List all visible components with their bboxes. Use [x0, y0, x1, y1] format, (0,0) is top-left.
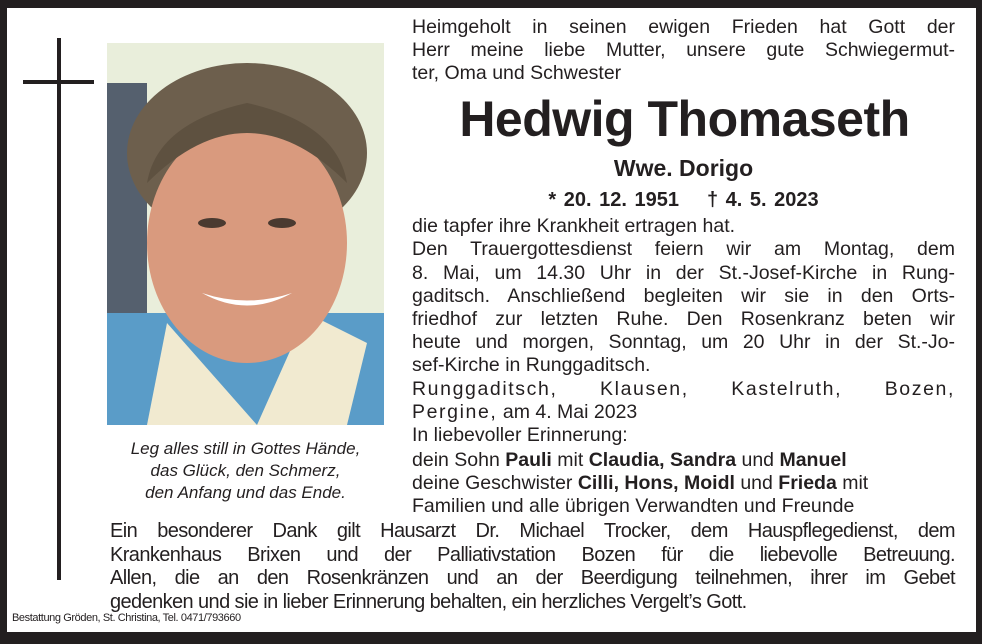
deceased-name: Hedwig Thomaseth: [459, 91, 910, 147]
thanks-line: Ein besonderer Dank gilt Hausarzt Dr. Michael Trocker, dem Hauspflegedienst, dem: [110, 520, 955, 542]
cross-icon-bar: [23, 80, 94, 84]
body-line: 8. Mai, um 14.30 Uhr in der St.-Josef-Kirche in Rung-: [412, 262, 955, 284]
death-date: † 4. 5. 2023: [706, 189, 819, 211]
caption-line: das Glück, den Schmerz,: [150, 461, 341, 480]
body-line: die tapfer ihre Krankheit ertragen hat.: [412, 215, 736, 237]
body-line: sef-Kirche in Runggaditsch.: [412, 354, 651, 376]
body-line: friedhof zur letzten Ruhe. Den Rosenkranz beten wir: [412, 308, 955, 330]
caption-line: Leg alles still in Gottes Hände,: [130, 439, 361, 458]
family-line: deine Geschwister Cilli, Hons, Moidl und Frieda mit: [412, 472, 869, 494]
body-line: gaditsch. Anschließend begleiten wir sie in den Orts-: [412, 285, 955, 307]
caption-line: den Anfang und das Ende.: [145, 483, 346, 502]
thanks-line: Krankenhaus Brixen und der Palliativstation Bozen für die liebevolle Betreuung.: [110, 544, 955, 566]
family-line: Familien und alle übrigen Verwandten und Freunde: [412, 495, 855, 517]
thanks-line: Allen, die an den Rosenkränzen und an der Beerdigung teilnehmen, ihrer im Gebet: [110, 567, 955, 589]
thanks-line: gedenken und sie in lieber Erinnerung behalten, ein herzliches Vergelt’s Gott.: [110, 591, 747, 613]
place-name: Pergine,: [412, 401, 498, 423]
body-line: heute und morgen, Sonntag, um 20 Uhr in der St.-Jo-: [412, 331, 955, 353]
body-line: Den Trauergottesdienst feiern wir am Montag, dem: [412, 238, 955, 260]
deceased-subtitle: Wwe. Dorigo: [613, 155, 754, 181]
intro-line: Herr meine liebe Mutter, unsere gute Schwiegermut-: [412, 39, 955, 61]
intro-line: Heimgeholt in seinen ewigen Frieden hat Gott der: [412, 16, 955, 38]
cross-icon: [57, 38, 61, 580]
place-date-line: [412, 401, 955, 423]
family-line: dein Sohn Pauli mit Claudia, Sandra und Manuel: [412, 449, 847, 471]
funeral-home-footer: Bestattung Gröden, St. Christina, Tel. 0471/793660: [12, 612, 241, 624]
portrait-photo: [107, 43, 384, 425]
notice-date: am 4. Mai 2023: [502, 401, 638, 423]
birth-date: * 20. 12. 1951: [548, 189, 679, 211]
life-dates: [412, 189, 955, 212]
intro-line: ter, Oma und Schwester: [412, 62, 622, 84]
memory-line: In liebevoller Erinnerung:: [412, 424, 628, 446]
place-line: Runggaditsch, Klausen, Kastelruth, Bozen,: [412, 378, 955, 400]
